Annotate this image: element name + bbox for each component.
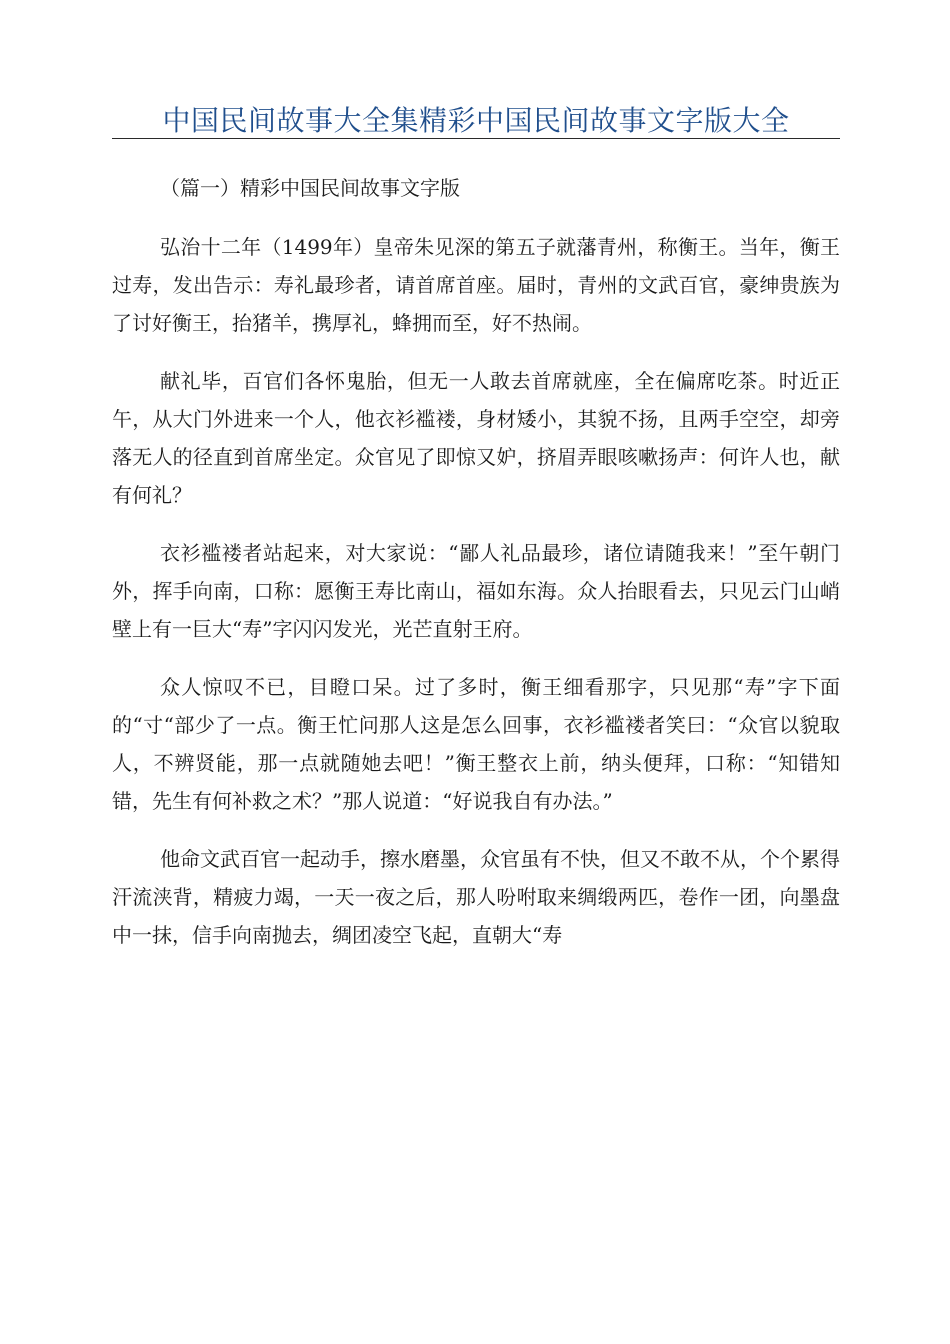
title-underline: [112, 138, 840, 139]
paragraph: 他命文武百官一起动手，擦水磨墨，众官虽有不快，但又不敢不从，个个累得汗流浃背，精疲力竭，一天一夜之后，那人吩咐取来绸缎两匹，卷作一团，向墨盘中一抹，信手向南抛去，绸团凌空飞起，直朝大“寿: [112, 847, 840, 947]
paragraph: 衣衫褴褛者站起来，对大家说：“鄙人礼品最珍，诸位请随我来！”至午朝门外，挥手向南，口称：愿衡王寿比南山，福如东海。众人抬眼看去，只见云门山峭壁上有一巨大“寿”字闪闪发光，光芒直射王府。: [112, 541, 840, 641]
document-body: [112, 228, 840, 974]
paragraph: 众人惊叹不已，目瞪口呆。过了多时，衡王细看那字，只见那“寿”字下面的“寸“部少了一点。衡王忙问那人这是怎么回事，衣衫褴褛者笑曰：“众官以貌取人，不辨贤能，那一点就随她去吧！”衡王整衣上前，纳头便拜，口称：“知错知错，先生有何补救之术？”那人说道：“好说我自有办法。”: [112, 675, 840, 813]
paragraph: 弘治十二年（1499年）皇帝朱见深的第五子就藩青州，称衡王。当年，衡王过寿，发出告示：寿礼最珍者，请首席首座。届时，青州的文武百官，豪绅贵族为了讨好衡王，抬猪羊，携厚礼，蜂拥而至，好不热闹。: [112, 235, 840, 335]
paragraph: 献礼毕，百官们各怀鬼胎，但无一人敢去首席就座，全在偏席吃茶。时近正午，从大门外进来一个人，他衣衫褴褛，身材矮小，其貌不扬，且两手空空，却旁落无人的径直到首席坐定。众官见了即惊又妒，挤眉弄眼咳嗽扬声：何许人也，献有何礼？: [112, 369, 840, 507]
document-title: 中国民间故事大全集精彩中国民间故事文字版大全: [162, 104, 790, 137]
section-heading: （篇一）精彩中国民间故事文字版: [160, 176, 460, 200]
